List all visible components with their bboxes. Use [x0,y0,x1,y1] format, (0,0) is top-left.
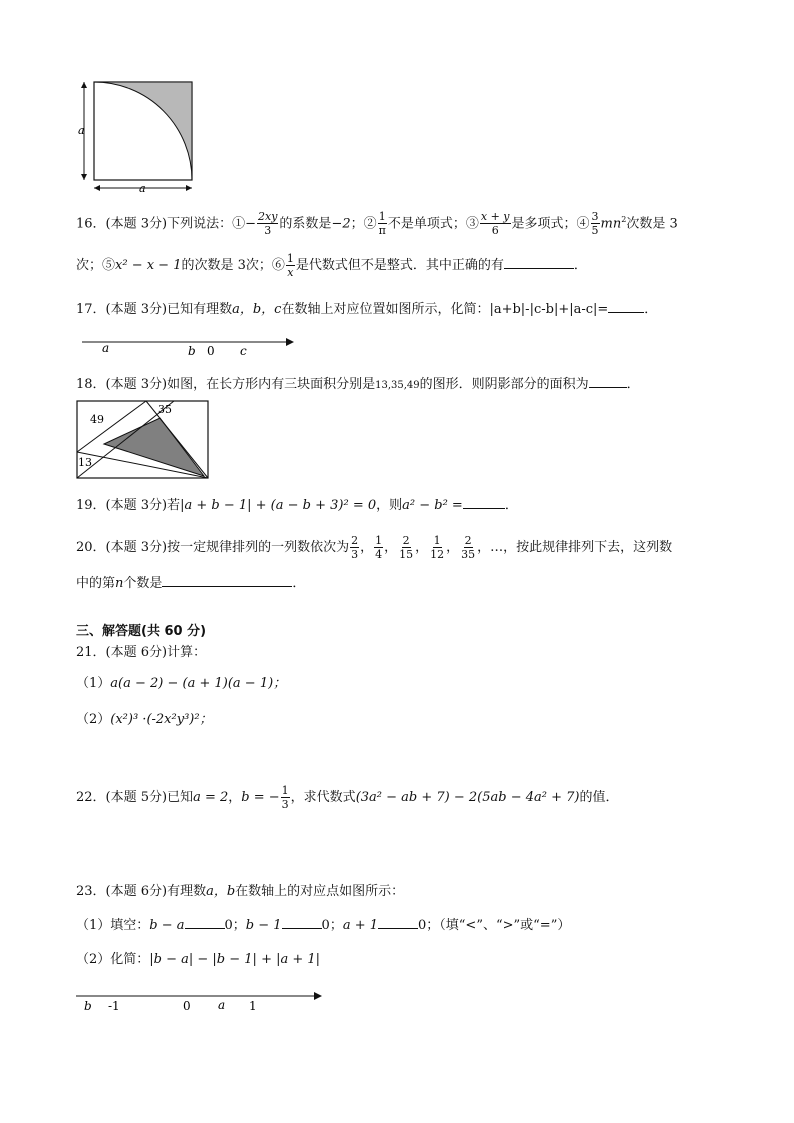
svg-text:0: 0 [207,344,215,358]
q16-frac4: $\frac{3}{5}$ [591,210,599,238]
q23-number-line [76,986,328,1016]
section-3-heading: 三、解答题(共 60 分) [76,624,207,639]
svg-text:b: b [188,344,196,358]
question-23: 23．(本题 6分)有理数a，b在数轴上的对应点如图所示： [76,884,405,899]
q19-answer-blank[interactable] [463,494,505,509]
svg-text:b: b [84,999,92,1013]
svg-text:a: a [218,998,226,1012]
q16-answer-blank[interactable] [504,254,574,269]
q23-blank-3[interactable] [378,914,418,929]
q23-blank-2[interactable] [282,914,322,929]
question-17: 17．(本题 3分)已知有理数a，b，c在数轴上对应位置如图所示，化简：|a+b|-|c-b|+|a-c|= ． [76,298,657,320]
question-20-line1: 20．(本题 3分)按一定规律排列的一列数依次为 $\frac{2}{3}$ ， $\frac{1}{4}$ ， $\frac{2}{15}$ ， $\frac{1}{12}$ ， $\frac{2}{35}$ ，…，按此规律排列下去，这列数 [76,534,673,561]
svg-text:13: 13 [78,456,92,469]
q16-prefix: 16．(本题 3分)下列说法：① [76,216,246,232]
rectangle-areas-figure [76,400,210,480]
svg-text:-1: -1 [108,999,120,1013]
svg-text:c: c [240,344,247,358]
question-19: 19．(本题 3分)若|a + b − 1| + (a − b + 3)² = 0，则a² − b² = ． [76,494,518,516]
question-21-part2: （2）(x²)³ ·(-2x²y³)²； [76,712,213,727]
question-18: 18．(本题 3分)如图，在长方形内有三块面积分别是13,35,49的图形．则阴影部分的面积为 ． [76,373,640,396]
side-label-a: a [78,124,85,137]
question-16-line1: 16．(本题 3分)下列说法：①− $\frac{2xy}{3}$ 的系数是−2；② $\frac{1}{\pi}$ 不是单项式；③ $\frac{x + y}{6}$ 是多项式；④ $\frac{3}{5}$ $mn^2$次数是 3 [76,210,678,238]
svg-text:1: 1 [249,999,257,1013]
q20-answer-blank[interactable] [162,572,292,587]
q16-frac5: $\frac{1}{x}$ [286,252,294,279]
quarter-circle-figure [76,76,200,196]
svg-text:0: 0 [183,999,191,1013]
svg-text:35: 35 [158,403,172,416]
q16-frac2: $\frac{1}{\pi}$ [378,210,386,238]
question-23-part1: （1）填空：b − a 0；b − 1 0；a + 1 0；（填“<”、“>”或“=”） [76,914,570,936]
question-22: 22．(本题 5分)已知a = 2，b = − $\frac{1}{3}$ ，求代数式(3a² − ab + 7) − 2(5ab − 4a² + 7)的值． [76,784,619,811]
question-21-title: 21．(本题 6分)计算： [76,645,207,660]
question-20-line2: 中的第n个数是 ． [76,572,305,594]
question-16-line2: 次；⑤x² − x − 1的次数是 3次；⑥ $\frac{1}{x}$ 是代数式但不是整式．其中正确的有 ． [76,252,587,279]
question-23-part2: （2）化简：|b − a| − |b − 1| + |a + 1| [76,952,321,967]
svg-text:a: a [102,341,110,355]
bottom-label-a: a [139,182,146,195]
q17-answer-blank[interactable] [608,298,644,313]
q16-frac1: $\frac{2xy}{3}$ [258,210,278,238]
q23-blank-1[interactable] [185,914,225,929]
question-21-part1: （1）a(a − 2) − (a + 1)(a − 1)； [76,676,287,691]
q17-number-line [76,332,300,358]
q18-answer-blank[interactable] [589,373,627,388]
q16-frac3: $\frac{x + y}{6}$ [480,210,510,238]
svg-text:49: 49 [90,413,104,426]
